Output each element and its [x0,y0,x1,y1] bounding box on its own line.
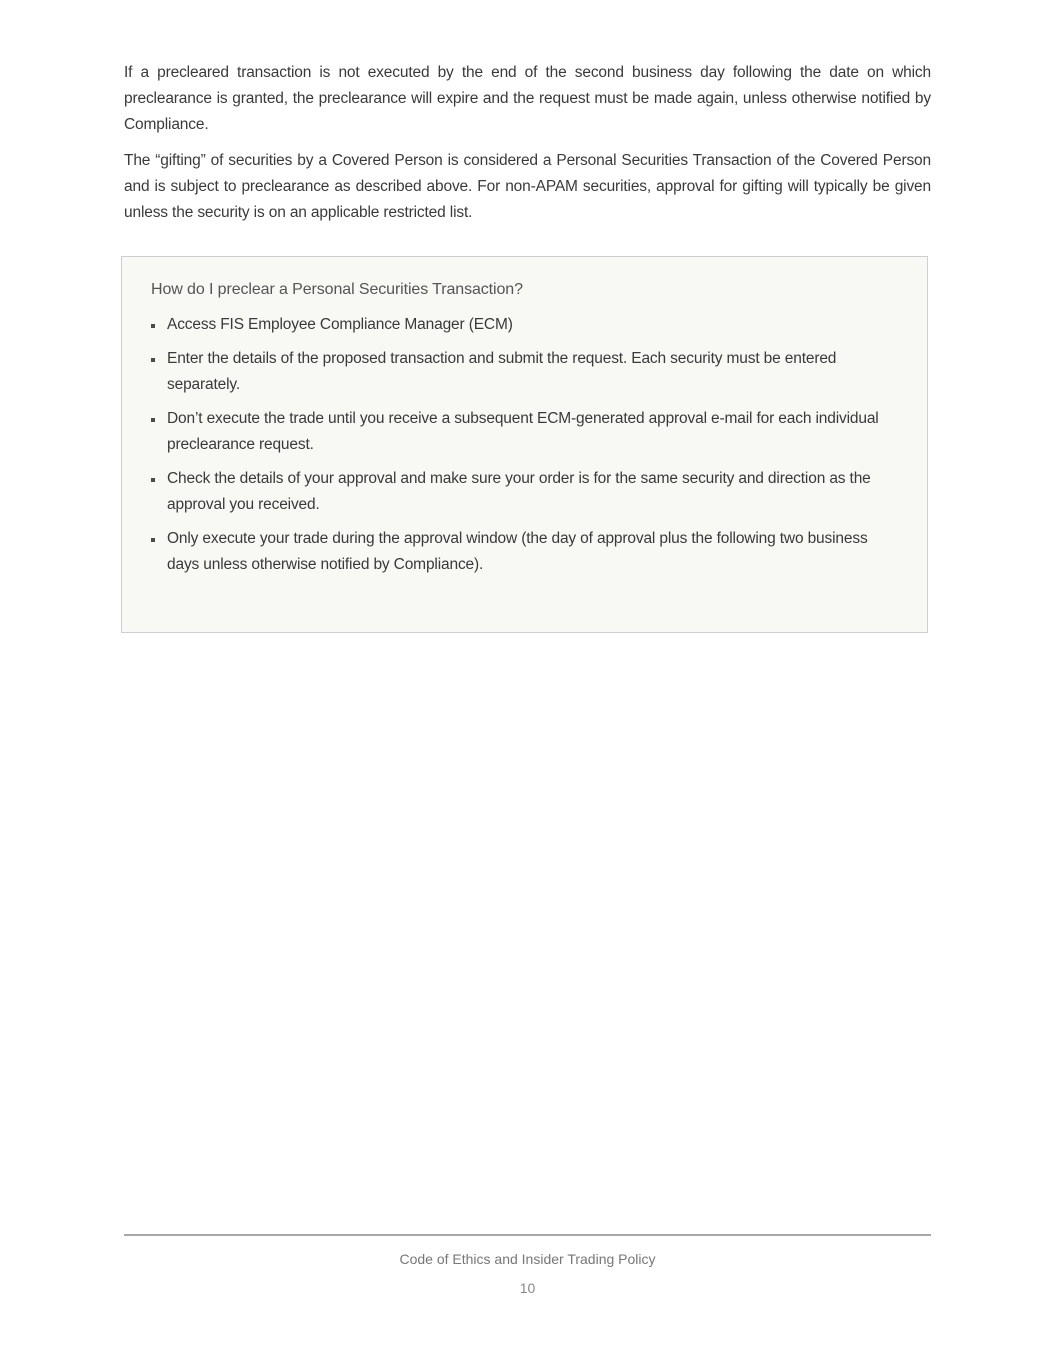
list-item [151,312,903,338]
paragraph-gifting: The “gifting” of securities by a Covered Person is considered a Personal Securities Transaction of the Covered Person and is subject to preclearance as described above. For non-APAM securities, approval for gifting will typically be given unless the security is on an applicable restricted list. [124,152,931,221]
body-text [124,60,931,236]
footer-divider [124,1234,931,1236]
callout-title: How do I preclear a Personal Securities Transaction? [151,281,523,298]
square-bullet-icon [151,358,155,362]
footer-document-title: Code of Ethics and Insider Trading Policy [399,1251,656,1267]
callout-list [151,312,903,586]
list-item-text: Access FIS Employee Compliance Manager (ECM) [167,316,513,333]
list-item-text: Don’t execute the trade until you receive a subsequent ECM-generated approval e-mail for each individual preclearance request. [167,410,879,453]
list-item-text: Enter the details of the proposed transaction and submit the request. Each security must be entered separately. [167,350,837,393]
page-number: 10 [519,1280,536,1296]
list-item [151,526,903,578]
list-item [151,346,903,398]
list-item-text: Only execute your trade during the approval window (the day of approval plus the following two business days unless otherwise notified by Compliance). [167,530,868,573]
list-item-text: Check the details of your approval and make sure your order is for the same security and direction as the approval you received. [167,470,871,513]
square-bullet-icon [151,324,155,328]
list-item [151,406,903,458]
list-item [151,466,903,518]
square-bullet-icon [151,538,155,542]
preclearance-callout-box [121,256,928,633]
square-bullet-icon [151,418,155,422]
paragraph-preclearance-expiry: If a precleared transaction is not executed by the end of the second business day following the date on which preclearance is granted, the preclearance will expire and the request must be made again, unless otherwise notified by Compliance. [124,64,931,133]
square-bullet-icon [151,478,155,482]
